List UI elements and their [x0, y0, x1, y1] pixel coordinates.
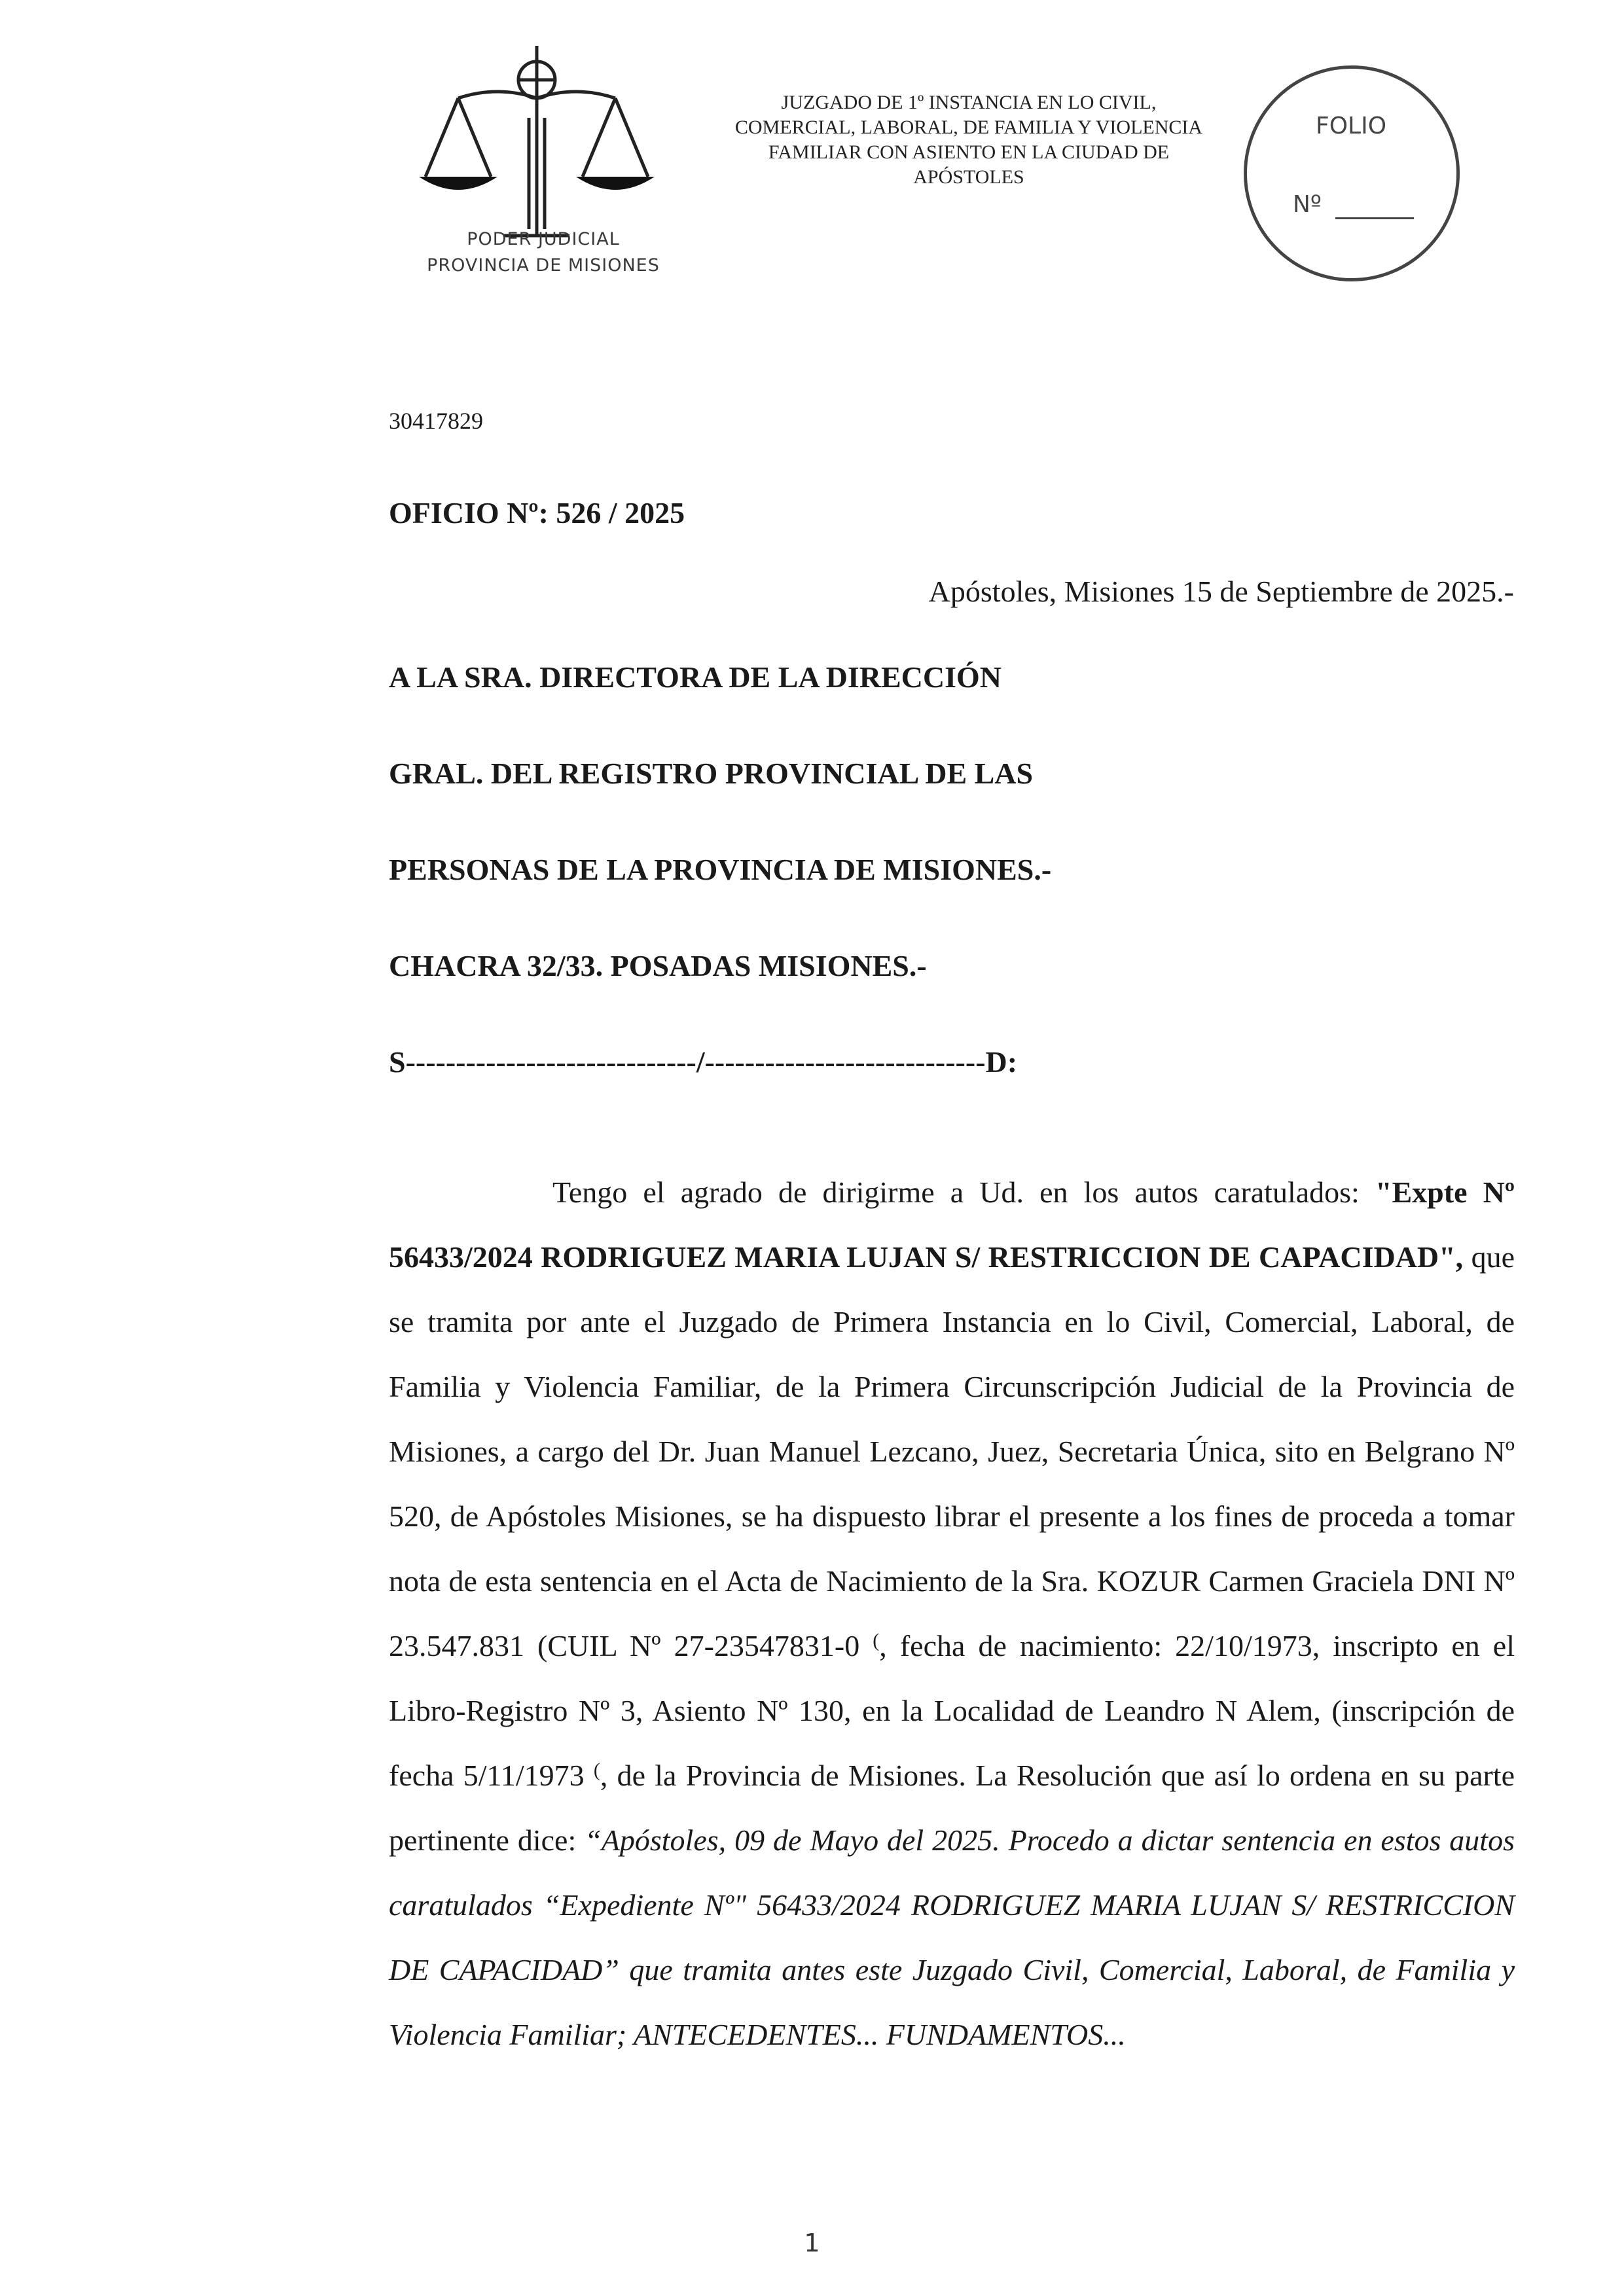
body-text: que se tramita por ante el Juzgado de Primera Instancia en lo Civil, Comercial, Laboral, de Familia y Violencia Familiar, de la Primera Circunscripción Judicial de la Provincia de Misiones, a cargo del Dr. Juan Manuel Lezcano, Juez, Secretaria Única, sito en Belgrano Nº 520, de Apóstoles Misiones, se ha dispuesto librar el presente a los fines de proceda a tomar nota de esta sentencia en el Acta de Nacimiento de la Sra. KOZUR Carmen Graciela DNI Nº 23.547.831 (CUIL Nº 27-23547831-0	[389, 1240, 1515, 1662]
scales-of-justice-icon	[406, 39, 681, 288]
resolution-quote: “Apóstoles, 09 de Mayo del 2025. Procedo a dictar sentencia en estos autos caratulados “Expediente Nº" 56433/2024 RODRIGUEZ MARIA LUJAN S/ RESTRICCION DE CAPACIDAD” que tramita antes este Juzgado Civil, Comercial, Laboral, de Familia y Violencia Familiar; ANTECEDENTES... FUNDAMENTOS...	[389, 1823, 1515, 2051]
body-paragraph	[389, 1160, 1515, 2067]
court-line: JUZGADO DE 1º INSTANCIA EN LO CIVIL,	[781, 92, 1157, 113]
folio-number-label: Nº	[1293, 191, 1322, 218]
body-text: Tengo el agrado de dirigirme a Ud. en los autos caratulados:	[552, 1175, 1375, 1209]
folio-stamp	[1244, 65, 1460, 281]
page-number: 1	[804, 2229, 820, 2257]
addressee-line: CHACRA 32/33. POSADAS MISIONES.-	[389, 949, 927, 982]
paren-mark: (	[873, 1630, 880, 1651]
oficio-number: OFICIO Nº: 526 / 2025	[389, 496, 685, 529]
logo-text-poder-judicial: PODER JUDICIAL	[467, 229, 620, 249]
date-place: Apóstoles, Misiones 15 de Septiembre de 2025.-	[928, 575, 1514, 608]
court-header	[681, 90, 1257, 190]
addressee-line: GRAL. DEL REGISTRO PROVINCIAL DE LAS	[389, 757, 1034, 790]
court-line: APÓSTOLES	[913, 166, 1024, 188]
addressee-line: PERSONAS DE LA PROVINCIA DE MISIONES.-	[389, 853, 1052, 886]
paren-mark: (	[593, 1759, 600, 1781]
salutation: S-----------------------------/----------------------------D:	[389, 1045, 1018, 1079]
addressee-line: A LA SRA. DIRECTORA DE LA DIRECCIÓN	[389, 660, 1001, 694]
folio-number-blank	[1335, 217, 1414, 219]
stamp-circle	[1244, 65, 1460, 281]
poder-judicial-logo	[406, 39, 681, 288]
folio-label: FOLIO	[1316, 113, 1387, 139]
court-line: FAMILIAR CON ASIENTO EN LA CIUDAD DE	[768, 141, 1170, 163]
body-text: , de la Provincia de Misiones. La Resolución que así lo ordena en su parte pertinente dice:	[389, 1759, 1515, 1857]
body-text: , fecha de nacimiento: 22/10/1973, inscripto en el Libro-Registro Nº 3, Asiento Nº 130, en la Localidad de Leandro N Alem, (inscripción de fecha 5/11/1973	[389, 1629, 1515, 1792]
document-code: 30417829	[389, 408, 483, 434]
court-line: COMERCIAL, LABORAL, DE FAMILIA Y VIOLENCIA	[734, 117, 1203, 138]
logo-text-provincia: PROVINCIA DE MISIONES	[427, 255, 660, 276]
case-title: "Expte Nº 56433/2024 RODRIGUEZ MARIA LUJAN S/ RESTRICCION DE CAPACIDAD",	[389, 1175, 1515, 1274]
